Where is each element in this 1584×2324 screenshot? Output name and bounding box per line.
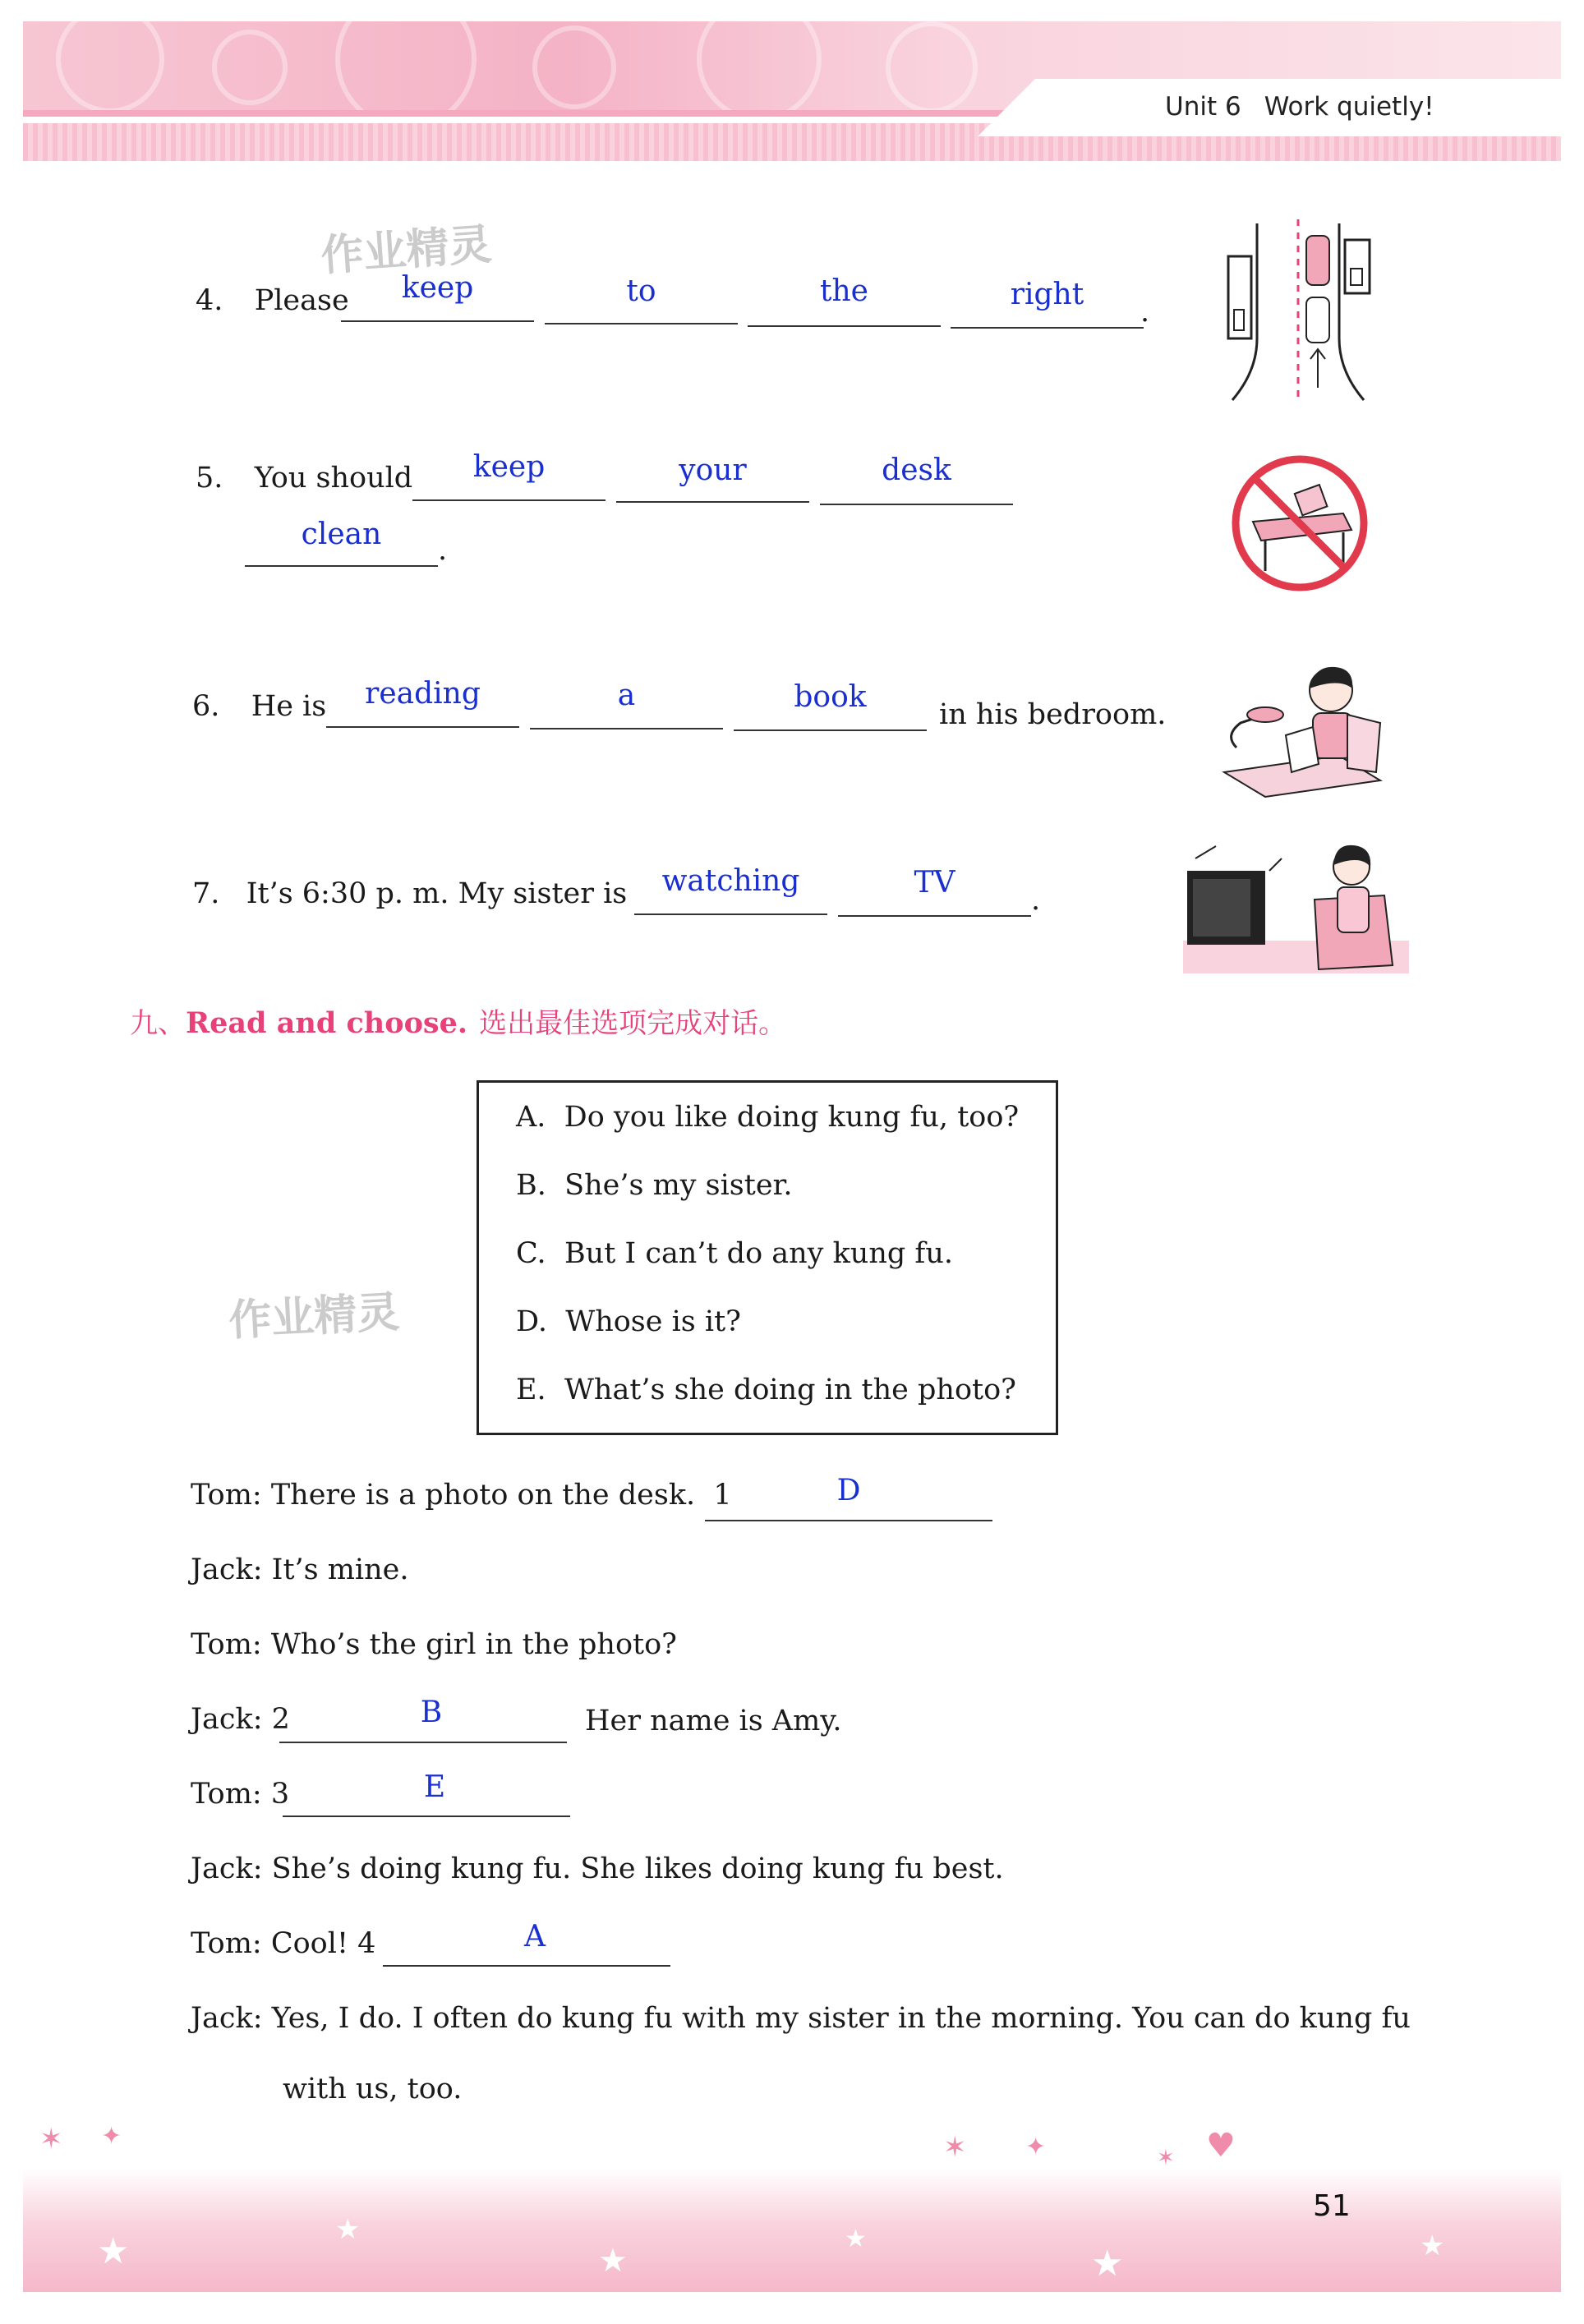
answer-blank [734,729,927,731]
dialogue-line-2 [191,1553,409,1586]
speaker: Tom: [191,1927,262,1960]
answer-text: B [420,1696,443,1729]
messy-desk-prohibited-illustration [1228,452,1372,596]
option-letter: C. [516,1237,546,1270]
question-prefix: It’s 6:30 p. m. My sister is [246,877,628,910]
svg-text:✶: ✶ [943,2131,967,2164]
option-letter: E. [516,1374,546,1406]
page-number: 51 [1313,2189,1351,2223]
answer-blank [326,726,519,728]
question-prefix: You should [254,462,413,495]
dialogue-after-text: Her name is Amy. [585,1705,842,1737]
question-5 [196,462,412,495]
svg-text:★: ★ [1091,2243,1124,2285]
question-number: 7. [192,877,220,910]
answer-text: right [1010,278,1084,311]
question-suffix: . [1140,296,1150,329]
svg-text:★: ★ [1420,2230,1445,2262]
answer-blank [545,323,738,324]
answer-text: E [423,1770,446,1804]
speaker: Jack: [191,1703,263,1736]
answer-blank [838,915,1031,917]
blank-number: 1 [713,1479,732,1512]
answer-blank [616,501,809,503]
answer-text: reading [365,677,481,711]
question-number: 6. [192,690,220,723]
unit-name: Work quietly! [1264,92,1434,122]
option-c [516,1237,953,1270]
dialogue-line-4 [191,1703,290,1736]
question-4 [196,284,349,317]
answer-text: keep [401,271,474,305]
watermark: 作业精灵 [319,219,494,282]
option-text: Do you like doing kung fu, too? [564,1101,1020,1134]
option-letter: D. [516,1305,547,1338]
question-prefix: Please [254,284,349,317]
dialogue-line-9: with us, too. [283,2073,463,2105]
answer-text: keep [472,450,546,484]
speaker: Jack: [191,2002,263,2035]
answer-text: watching [661,864,800,898]
answer-blank [412,499,606,501]
answer-blank [341,320,534,322]
option-a [516,1101,1019,1134]
answer-blank [279,1742,567,1743]
unit-title [1165,92,1434,122]
option-text: What’s she doing in the photo? [564,1374,1016,1406]
line-text: She’s doing kung fu. She likes doing kung fu best. [271,1852,1004,1885]
answer-text: to [626,274,656,308]
answer-text: TV [914,866,955,900]
question-6 [192,690,326,723]
answer-blank [383,1965,670,1967]
answer-text: D [836,1474,861,1507]
answer-blank [530,728,723,729]
question-suffix: . [438,534,448,567]
svg-text:★: ★ [845,2225,867,2253]
option-d [516,1305,741,1338]
answer-text: a [617,679,636,712]
svg-text:♥: ♥ [1206,2127,1236,2165]
answer-text: desk [882,453,951,487]
answer-blank [283,1815,570,1817]
blank-number: 2 [271,1703,290,1736]
road-keep-right-illustration [1224,215,1372,408]
speaker: Tom: [191,1628,262,1661]
svg-text:★: ★ [335,2213,361,2246]
answer-blank [245,565,438,567]
answer-blank [748,325,941,327]
line-text: Cool! [270,1927,349,1960]
section-instruction: 选出最佳选项完成对话。 [479,1007,787,1040]
line-text: There is a photo on the desk. [270,1479,696,1512]
line-text: It’s mine. [271,1553,409,1586]
speaker: Tom: [191,1778,262,1811]
question-prefix: He is [251,690,327,723]
dialogue-line-7 [191,1927,375,1960]
blank-number: 3 [270,1778,290,1811]
question-number: 4. [196,284,223,317]
svg-text:✶: ✶ [1157,2146,1175,2170]
line-text: Yes, I do. I often do kung fu with my sister in the morning. You can do kung fu [271,2002,1411,2035]
option-letter: A. [516,1101,546,1134]
unit-label: Unit 6 [1165,92,1241,122]
answer-blank [705,1520,992,1521]
dialogue-line-8 [191,2002,1411,2035]
speaker: Tom: [191,1479,262,1512]
speaker: Jack: [191,1852,263,1885]
section-heading [130,1001,786,1041]
section-number: 九、 [130,1007,186,1040]
answer-blank [951,327,1144,329]
svg-text:✦: ✦ [1025,2133,1047,2161]
answer-text: your [679,453,747,487]
option-e [516,1374,1016,1406]
svg-text:✦: ✦ [101,2122,122,2151]
line-text: Who’s the girl in the photo? [270,1628,677,1661]
dialogue-line-3 [191,1628,677,1661]
dialogue-line-5 [191,1778,289,1811]
question-suffix: . [1031,884,1041,917]
question-number: 5. [196,462,223,495]
question-7 [192,877,627,910]
option-text: Whose is it? [565,1305,741,1338]
option-letter: B. [516,1169,546,1202]
boy-reading-illustration [1216,657,1388,801]
option-text: She’s my sister. [564,1169,793,1202]
blank-number: 4 [357,1927,376,1960]
section-title: Read and choose. [186,1006,468,1040]
answer-text: A [524,1920,546,1954]
answer-blank [820,504,1013,505]
answer-text: clean [301,518,382,551]
watermark: 作业精灵 [227,1287,401,1346]
dialogue-line-6 [191,1852,1004,1885]
svg-text:★: ★ [97,2230,130,2272]
options-box [477,1080,1058,1435]
answer-blank [634,913,827,915]
svg-text:✶: ✶ [39,2123,63,2156]
option-text: But I can’t do any kung fu. [564,1237,954,1270]
girl-watching-tv-illustration [1183,834,1409,973]
option-b [516,1169,793,1202]
answer-text: the [820,274,868,308]
dialogue-line-1 [191,1479,732,1512]
speaker: Jack: [191,1553,263,1586]
svg-text:★: ★ [598,2242,628,2280]
question-suffix: in his bedroom. [939,698,1167,731]
answer-text: book [794,680,867,714]
